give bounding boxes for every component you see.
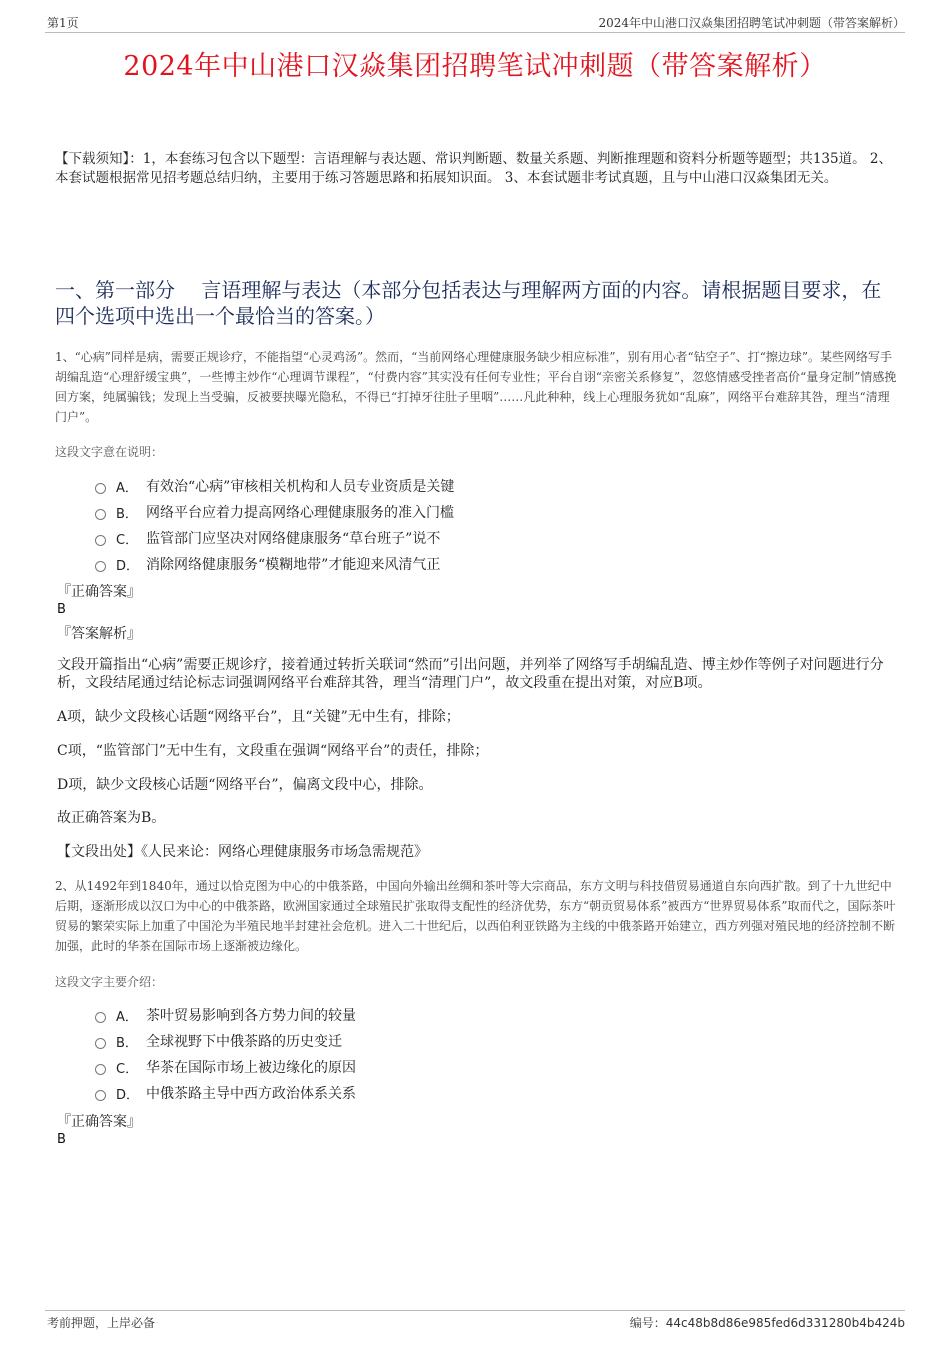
- correct-answer: B: [57, 1132, 66, 1147]
- question-2-prompt: 这段文字主要介绍：: [55, 975, 164, 989]
- footer-code: [630, 1314, 905, 1331]
- option-a[interactable]: A． 有效治“心病”审核相关机构和人员专业资质是关键: [95, 473, 454, 499]
- footer-divider: [45, 1310, 905, 1311]
- option-a[interactable]: A． 茶叶贸易影响到各方势力间的较量: [95, 1002, 356, 1028]
- answer-label: 『正确答案』: [57, 1114, 141, 1130]
- header-divider: [45, 32, 905, 33]
- page-title: 2024年中山港口汉焱集团招聘笔试冲刺题（带答案解析）: [123, 51, 827, 82]
- option-c[interactable]: C． 监管部门应坚决对网络健康服务“草台班子”说不: [95, 525, 454, 551]
- radio-icon[interactable]: [95, 509, 106, 520]
- radio-icon[interactable]: [95, 1090, 106, 1101]
- analysis-conclusion: 故正确答案为B。: [57, 810, 166, 826]
- analysis-paragraph: 文段开篇指出“心病”需要正规诊疗，接着通过转折关联词“然而”引出问题，并列举了网络写手胡编乱造、博主炒作等例子对问题进行分析，文段结尾通过结论标志词强调网络平台难辞其咎，理当“清理门户”，故文段重在提出对策，对应B项。: [57, 657, 884, 691]
- radio-icon[interactable]: [95, 561, 106, 572]
- option-b[interactable]: B． 网络平台应着力提高网络心理健康服务的准入门槛: [95, 499, 454, 525]
- code-label: 编号：: [629, 1316, 666, 1330]
- question-1-prompt: 这段文字意在说明：: [55, 445, 164, 459]
- radio-icon[interactable]: [95, 1012, 106, 1023]
- radio-icon[interactable]: [95, 1038, 106, 1049]
- analysis-label: 『答案解析』: [57, 626, 141, 642]
- question-2-text: 2、从1492年到1840年，通过以恰克图为中心的中俄茶路，中国向外输出丝绸和茶叶等大宗商品，东方文明与科技借贸易通道自东向西扩散。到了十九世纪中后期，逐渐形成以汉口为中心的中俄茶路，欧洲国家通过全球殖民扩张取得支配性的经济优势，东方“朝贡贸易体系”被西方“世界贸易体系”取而代之，国际茶叶贸易的繁荣实际上加重了中国沦为半殖民地半封建社会危机。进入二十世纪后，以西伯利亚铁路为主线的中俄茶路开始建立，西方列强对殖民地的经济控制不断加强，此时的华茶在国际市场上逐渐被边缘化。: [55, 879, 896, 953]
- analysis-option-c: C项，“监管部门”无中生有，文段重在强调“网络平台”的责任，排除；: [57, 743, 489, 759]
- question-2-options: [95, 1002, 356, 1106]
- code-value: 44c48b8d86e985fed6d331280b4b424b: [665, 1316, 905, 1330]
- header-doc-title: 2024年中山港口汉焱集团招聘笔试冲刺题（带答案解析）: [598, 16, 905, 30]
- correct-answer: B: [57, 602, 66, 617]
- option-d[interactable]: D． 中俄茶路主导中西方政治体系关系: [95, 1080, 356, 1106]
- option-d[interactable]: D． 消除网络健康服务“模糊地带”才能迎来风清气正: [95, 551, 454, 577]
- option-b[interactable]: B． 全球视野下中俄茶路的历史变迁: [95, 1028, 356, 1054]
- download-notice: 【下载须知】：1，本套练习包含以下题型：言语理解与表达题、常识判断题、数量关系题、判断推理题和资料分析题等题型；共135道。 2、本套试题根据常见招考题总结归纳，主要用于练习答题思路和拓展知识面。 3、本套试题非考试真题，且与中山港口汉焱集团无关。: [55, 151, 892, 186]
- section-title: 一、第一部分 言语理解与表达（本部分包括表达与理解两方面的内容。请根据题目要求，在四个选项中选出一个最恰当的答案。）: [55, 278, 882, 328]
- analysis-option-d: D项，缺少文段核心话题“网络平台”，偏离文段中心，排除。: [57, 777, 433, 793]
- option-c[interactable]: C． 华茶在国际市场上被边缘化的原因: [95, 1054, 356, 1080]
- footer-slogan: 考前押题，上岸必备: [47, 1316, 156, 1330]
- radio-icon[interactable]: [95, 1064, 106, 1075]
- analysis-option-a: A项，缺少文段核心话题“网络平台”，且“关键”无中生有，排除；: [57, 709, 460, 725]
- question-1-options: [95, 473, 454, 577]
- page-number: 第1页: [47, 16, 79, 30]
- analysis-source: 【文段出处】《人民来论：网络心理健康服务市场急需规范》: [57, 844, 428, 860]
- radio-icon[interactable]: [95, 483, 106, 494]
- radio-icon[interactable]: [95, 535, 106, 546]
- answer-label: 『正确答案』: [57, 584, 141, 600]
- question-1-text: 1、“心病”同样是病，需要正规诊疗，不能指望“心灵鸡汤”。然而，“当前网络心理健康服务缺少相应标准”，别有用心者“钻空子”、打“擦边球”。某些网络写手胡编乱造“心理舒缓宝典”，一些博主炒作“心理调节课程”，“付费内容”其实没有任何专业性；平台自诩“亲密关系修复”，忽悠情感受挫者高价“量身定制”情感挽回方案，纯属骗钱；发现上当受骗，反被要挟曝光隐私，不得已“打掉牙往肚子里咽”……凡此种种，线上心理服务犹如“乱麻”，网络平台难辞其咎，理当“清理门户”。: [55, 350, 897, 424]
